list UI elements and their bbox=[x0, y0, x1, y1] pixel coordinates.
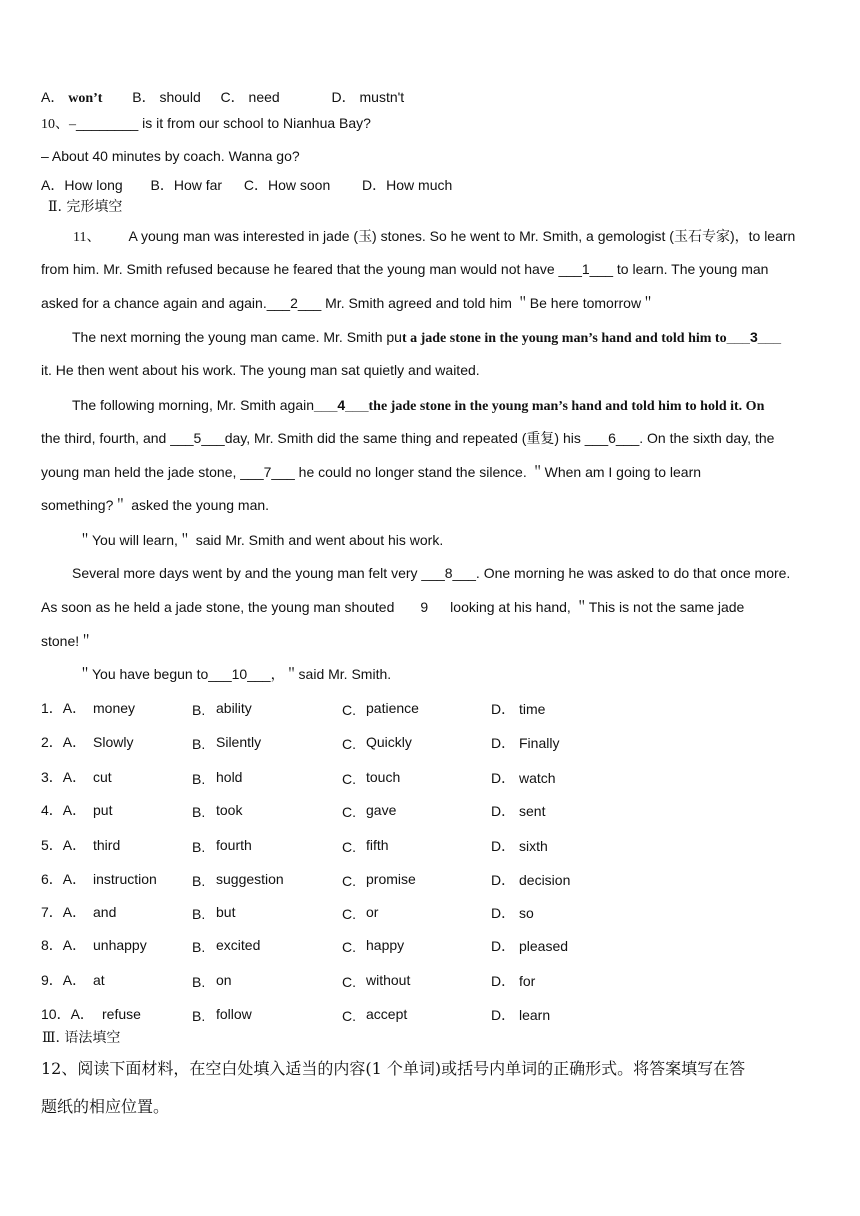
option-row-number: 7．A． bbox=[41, 904, 87, 920]
option-c-label: C. bbox=[342, 906, 356, 922]
q10-option-c-label: C． bbox=[243, 177, 268, 193]
option-row-number: 10．A． bbox=[41, 1006, 94, 1022]
blank-2: ___2___ bbox=[266, 295, 322, 311]
option-d-label: D． bbox=[491, 872, 516, 888]
passage-line-5: it. He then went about his work. The young man sat quietly and waited. bbox=[41, 362, 480, 378]
q10-stem: is it from our school to Nianhua Bay? bbox=[138, 115, 371, 131]
option-row-number: 8．A． bbox=[41, 937, 87, 953]
passage-text: Several more days went by and the young man felt very bbox=[72, 565, 422, 581]
passage-line-8 bbox=[41, 463, 701, 481]
option-d-label: D． bbox=[491, 1007, 516, 1023]
q9-option-d-label: D． bbox=[331, 89, 356, 105]
passage-text: young man held the jade stone, bbox=[41, 464, 241, 480]
option-a: put bbox=[93, 802, 113, 818]
option-b-label: B. bbox=[192, 702, 206, 718]
option-b-label: B. bbox=[192, 906, 206, 922]
q10-blank: ________ bbox=[76, 115, 139, 131]
option-c-label: C. bbox=[342, 939, 356, 955]
passage-text: A young man was interested in jade (玉) stones. So he went to Mr. Smith, a gemologist (玉石专家)，to learn bbox=[128, 228, 796, 244]
blank-4: ___4___ bbox=[314, 397, 369, 413]
q10-options bbox=[41, 176, 452, 194]
option-b-label: B. bbox=[192, 804, 206, 820]
q11-number: 11、 bbox=[73, 230, 101, 245]
option-row-number: 2．A． bbox=[41, 734, 87, 750]
passage-text: the third, fourth, and bbox=[41, 430, 171, 446]
blank-8: ___8___ bbox=[421, 565, 476, 581]
passage-text: looking at his hand, ＂This is not the same jade bbox=[450, 599, 745, 615]
passage-line-9: something?＂ asked the young man. bbox=[41, 497, 270, 513]
passage-text: from him. Mr. Smith refused because he feared that the young man would not have bbox=[41, 261, 559, 277]
q10-option-c: How soon bbox=[267, 177, 331, 193]
option-c-label: C. bbox=[342, 873, 356, 889]
option-c-label: C. bbox=[342, 974, 356, 990]
option-b: took bbox=[216, 802, 243, 818]
option-b-label: B. bbox=[192, 974, 206, 990]
option-c-label: C. bbox=[342, 736, 356, 752]
section-3-title: Ⅲ. 语法填空 bbox=[42, 1030, 121, 1046]
passage-line-1 bbox=[73, 227, 795, 247]
passage-text: he could no longer stand the silence. ＂When am I going to learn bbox=[294, 464, 702, 480]
option-b: fourth bbox=[216, 837, 252, 853]
option-b: follow bbox=[216, 1006, 252, 1022]
option-d: sixth bbox=[519, 838, 548, 854]
passage-text: to learn. The young man bbox=[613, 261, 769, 277]
q10-question bbox=[41, 114, 371, 134]
option-c-label: C. bbox=[342, 1008, 356, 1024]
option-d: sent bbox=[519, 803, 546, 819]
option-d-label: D． bbox=[491, 838, 516, 854]
passage-line-10: ＂You will learn,＂ said Mr. Smith and went about his work. bbox=[78, 532, 444, 548]
option-d: learn bbox=[519, 1007, 551, 1023]
blank-5: ___5___ bbox=[170, 430, 225, 446]
passage-line-4 bbox=[72, 328, 781, 348]
passage-text: asked for a chance again and again. bbox=[41, 295, 267, 311]
q10-option-d-label: D． bbox=[362, 177, 387, 193]
option-c-label: C. bbox=[342, 771, 356, 787]
passage-line-2 bbox=[41, 260, 768, 278]
section-2-title: Ⅱ. 完形填空 bbox=[48, 199, 123, 215]
passage-text: . One morning he was asked to do that once more. bbox=[475, 565, 791, 581]
option-d-label: D． bbox=[491, 701, 516, 717]
option-c-label: C. bbox=[342, 839, 356, 855]
option-b: suggestion bbox=[216, 871, 284, 887]
option-d-label: D． bbox=[491, 735, 516, 751]
option-row-number: 1．A． bbox=[41, 700, 87, 716]
option-row-number: 3．A． bbox=[41, 769, 87, 785]
option-row-number: 9．A． bbox=[41, 972, 87, 988]
option-b: on bbox=[216, 972, 232, 988]
option-b: excited bbox=[216, 937, 261, 953]
passage-text: The following morning, Mr. Smith again bbox=[72, 397, 314, 413]
q10-option-b: How far bbox=[173, 177, 223, 193]
passage-line-14 bbox=[78, 665, 391, 683]
option-c: touch bbox=[366, 769, 401, 785]
passage-text: . On the sixth day, the bbox=[639, 430, 775, 446]
option-a: cut bbox=[93, 769, 112, 785]
q10-option-b-label: B． bbox=[150, 177, 174, 193]
q10-option-d: How much bbox=[386, 177, 453, 193]
blank-9: 9 bbox=[420, 599, 429, 615]
passage-line-7 bbox=[41, 429, 774, 447]
option-b: hold bbox=[216, 769, 243, 785]
q9-option-a-label: A． bbox=[41, 89, 65, 105]
passage-text: The next morning the young man came. Mr. Smith pu bbox=[72, 329, 402, 345]
option-a: instruction bbox=[93, 871, 157, 887]
option-a: Slowly bbox=[93, 734, 134, 750]
option-d: pleased bbox=[519, 938, 569, 954]
q9-options bbox=[41, 88, 404, 108]
q9-option-b-label: B． bbox=[132, 89, 156, 105]
option-c-label: C. bbox=[342, 804, 356, 820]
option-b-label: B. bbox=[192, 736, 206, 752]
passage-line-13: stone!＂ bbox=[41, 633, 94, 649]
option-d-label: D． bbox=[491, 973, 516, 989]
option-d: watch bbox=[519, 770, 556, 786]
passage-text: ＂You have begun to bbox=[78, 666, 209, 682]
option-a: and bbox=[93, 904, 117, 920]
q10-reply: – About 40 minutes by coach. Wanna go? bbox=[41, 148, 300, 164]
q9-option-c-label: C． bbox=[220, 89, 245, 105]
option-a: at bbox=[93, 972, 105, 988]
option-row-number: 5．A． bbox=[41, 837, 87, 853]
q12-instruction-line-2: 题纸的相应位置。 bbox=[41, 1097, 170, 1116]
option-row-number: 4．A． bbox=[41, 802, 87, 818]
option-c: patience bbox=[366, 700, 419, 716]
q9-option-d: mustn't bbox=[359, 89, 405, 105]
q12-instruction-line-1: 12、阅读下面材料，在空白处填入适当的内容(1 个单词)或括号内单词的正确形式。将答案填写在答 bbox=[41, 1059, 746, 1078]
blank-6: ___6___ bbox=[584, 430, 640, 446]
option-b: ability bbox=[216, 700, 252, 716]
option-a: refuse bbox=[102, 1006, 141, 1022]
blank-7: ___7___ bbox=[240, 464, 295, 480]
option-d: decision bbox=[519, 872, 571, 888]
option-c: fifth bbox=[366, 837, 389, 853]
option-a: third bbox=[93, 837, 121, 853]
passage-text: As soon as he held a jade stone, the young man shouted bbox=[41, 599, 395, 615]
option-b-label: B. bbox=[192, 839, 206, 855]
q9-option-b: should bbox=[159, 89, 201, 105]
q10-option-a: How long bbox=[64, 177, 123, 193]
option-c: promise bbox=[366, 871, 416, 887]
q10-number: 10、– bbox=[41, 117, 76, 132]
option-c: happy bbox=[366, 937, 405, 953]
blank-1: ___1___ bbox=[558, 261, 614, 277]
option-d: Finally bbox=[519, 735, 560, 751]
blank-10: ___10___ bbox=[208, 666, 271, 682]
option-d-label: D． bbox=[491, 770, 516, 786]
option-c: Quickly bbox=[366, 734, 412, 750]
option-a: money bbox=[93, 700, 136, 716]
passage-line-3 bbox=[41, 294, 655, 312]
option-d: for bbox=[519, 973, 536, 989]
passage-text: ，＂said Mr. Smith. bbox=[270, 666, 392, 682]
option-c: or bbox=[366, 904, 379, 920]
passage-text-bold: t a jade stone in the young man’s hand and told him to bbox=[401, 331, 727, 346]
option-d: so bbox=[519, 905, 534, 921]
option-d: time bbox=[519, 701, 546, 717]
option-c: without bbox=[366, 972, 411, 988]
option-d-label: D． bbox=[491, 803, 516, 819]
option-b-label: B. bbox=[192, 771, 206, 787]
option-b-label: B. bbox=[192, 873, 206, 889]
option-d-label: D． bbox=[491, 905, 516, 921]
q10-option-a-label: A． bbox=[41, 177, 65, 193]
q9-option-a: won’t bbox=[68, 91, 103, 106]
option-a: unhappy bbox=[93, 937, 147, 953]
passage-line-11 bbox=[72, 564, 790, 582]
passage-text: Mr. Smith agreed and told him ＂Be here tomorrow＂ bbox=[321, 295, 656, 311]
option-b-label: B. bbox=[192, 939, 206, 955]
option-b-label: B. bbox=[192, 1008, 206, 1024]
passage-line-12 bbox=[41, 598, 744, 616]
blank-3: ___3___ bbox=[726, 329, 782, 345]
passage-text: day, Mr. Smith did the same thing and repeated (重复) his bbox=[224, 430, 585, 446]
passage-text-bold: the jade stone in the young man’s hand and told him to hold it. On bbox=[368, 399, 765, 414]
option-b: but bbox=[216, 904, 236, 920]
passage-line-6 bbox=[72, 396, 764, 416]
option-d-label: D． bbox=[491, 938, 516, 954]
option-c-label: C. bbox=[342, 702, 356, 718]
option-b: Silently bbox=[216, 734, 262, 750]
option-row-number: 6．A． bbox=[41, 871, 87, 887]
q9-option-c: need bbox=[248, 89, 280, 105]
option-c: gave bbox=[366, 802, 397, 818]
option-c: accept bbox=[366, 1006, 408, 1022]
